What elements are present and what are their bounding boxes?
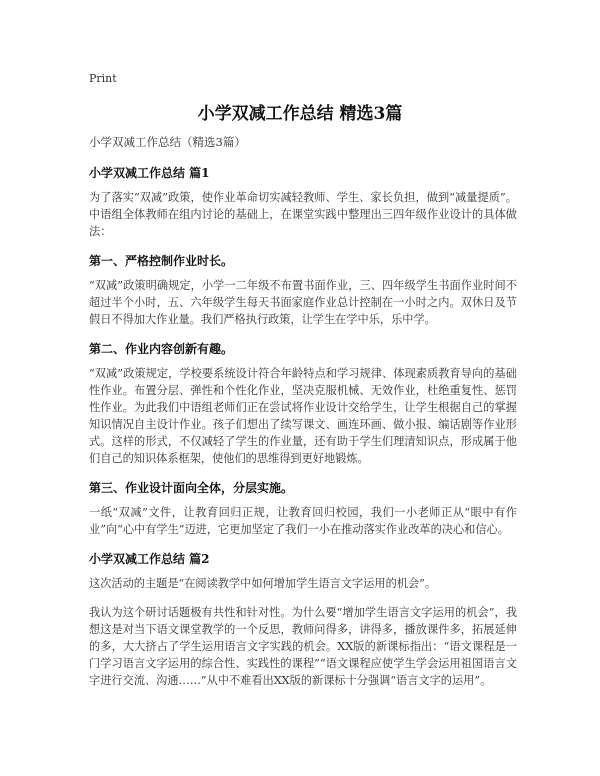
section2-heading: 小学双减工作总结 篇2 [89,552,210,566]
section1-heading: 小学双减工作总结 篇1 [89,166,210,180]
section1-intro: 为了落实“双减”政策，使作业革命切实减轻教师、学生、家长负担，做到“减量提质”。中语组全体教师在组内讨论的基础上，在课堂实践中整理出三四年级作业设计的具体做法： [89,191,517,238]
point2-heading: 第二、作业内容创新有趣。 [89,342,234,356]
document-subtitle: 小学双减工作总结（精选3篇） [89,135,246,149]
document-body [89,134,517,701]
section2-paragraph-2: 我认为这个研讨话题极有共性和针对性。为什么要“增加学生语言文字运用的机会”，我想这是对当下语文课堂教学的一个反思，教师问得多，讲得多，播放课件多，拓展延伸的多，大大挤占了学生运用语言文字实践的机会。XX版的新课标指出：“语文课程是一门学习语言文字运用的综合性、实践性的课程”“语文课程应使学生学会运用祖国语言文字进行交流、沟通……”从中不难看出XX版的新课标十分强调“语言文字的运用”。 [89,606,517,687]
print-link[interactable]: Print [89,72,117,85]
point3-text: 一纸“双减”文件，让教育回归正规，让教育回归校园，我们一小老师正从“眼中有作业”向“心中有学生”迈进，它更加坚定了我们一小在推动落实作业改革的决心和信心。 [89,506,517,536]
page-title: 小学双减工作总结 精选3篇 [197,104,403,124]
section2-paragraph-1: 这次活动的主题是“在阅读教学中如何增加学生语言文字运用的机会”。 [89,577,437,590]
point2-text: “双减”政策规定，学校要系统设计符合年龄特点和学习规律、体现素质教育导向的基础性作业。布置分层、弹性和个性化作业，坚决克服机械、无效作业，杜绝重复性、惩罚性作业。为此我们中语组老师们正在尝试将作业设计交给学生，让学生根据自己的掌握知识情况自主设计作业。孩子们想出了续写课文、画连环画、做小报、编话剧等作业形式。这样的形式，不仅减轻了学生的作业量，还有助于学生们理清知识点，形成属于他们自己的知识体系框架，使他们的思维得到更好地锻炼。 [89,367,517,465]
point1-text: “双减”政策明确规定，小学一二年级不布置书面作业，三、四年级学生书面作业时间不超过半个小时，五、六年级学生每天书面家庭作业总计控制在一小时之内。双休日及节假日不得加大作业量。我们严格执行政策，让学生在学中乐，乐中学。 [89,279,517,326]
point1-heading: 第一、严格控制作业时长。 [89,254,234,268]
point3-heading: 第三、作业设计面向全体，分层实施。 [89,481,294,495]
